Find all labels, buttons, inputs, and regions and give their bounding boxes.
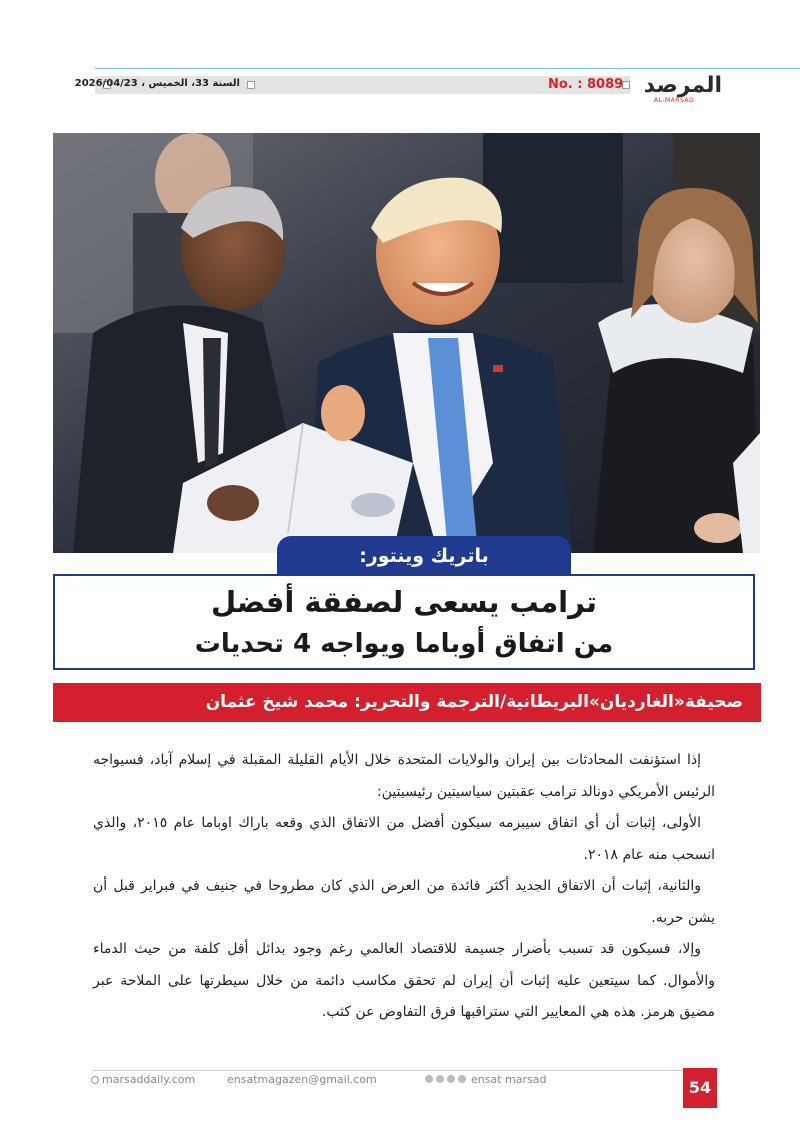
paragraph: إذا استؤنفت المحادثات بين إيران والولايات المتحدة خلال الأيام القليلة المقبلة في إسلام آباد، فسيواجه الرئيس الأمريكي دونالد ترامب عقبتين سياسيتين رئيسيتين: [93, 752, 715, 800]
logo-text: المرصد [643, 73, 722, 98]
youtube-icon[interactable] [458, 1075, 466, 1083]
photo-illustration [53, 133, 760, 553]
footer-email[interactable]: ensatmagazen@gmail.com [227, 1073, 377, 1086]
footer-rule [92, 1070, 682, 1071]
facebook-icon[interactable] [425, 1075, 433, 1083]
square-bullet-icon [247, 81, 255, 89]
paragraph: الأولى، إثبات أن أي اتفاق سيبرمه سيكون أفضل من الاتفاق الذي وقعه باراك اوباما عام ٢٠١٥، والذي انسحب منه عام ٢٠١٨. [93, 815, 715, 863]
article-photo [53, 133, 760, 553]
instagram-icon[interactable] [447, 1075, 455, 1083]
headline-box [53, 574, 755, 670]
paragraph: والثانية، إثبات أن الاتفاق الجديد أكثر فائدة من العرض الذي كان مطروحا في جنيف في فبراير قبل أن يشن حربه. [93, 878, 715, 926]
globe-icon [91, 1076, 99, 1084]
article-body [93, 745, 715, 1029]
footer-social-handle: ensat marsad [471, 1073, 547, 1086]
date-line: السنة 33، الخميس ، 2026/04/23 [74, 78, 240, 89]
footer-website[interactable]: marsaddaily.com [102, 1073, 196, 1086]
headline-line-1: ترامب يسعى لصفقة أفضل [210, 585, 598, 619]
top-rule [95, 68, 800, 69]
page-number: 54 [683, 1068, 717, 1108]
issue-number: No. : 8089 [548, 77, 624, 92]
logo-subtext: AL-MARSAD [654, 97, 695, 104]
square-bullet-icon [622, 81, 630, 89]
byline-banner: صحيفة«الغارديان»البريطانية/الترجمة والتحرير: محمد شيخ عثمان [53, 683, 761, 722]
logo [642, 74, 722, 104]
headline-kicker: باتريك وينتور: [277, 536, 571, 576]
headline-line-2: من اتفاق أوباما ويواجه 4 تحديات [194, 629, 614, 659]
twitter-icon[interactable] [436, 1075, 444, 1083]
paragraph: وإلا، فسيكون قد تسبب بأضرار جسيمة للاقتصاد العالمي رغم وجود بدائل أقل كلفة من حيث الدماء والأموال. كما سيتعين عليه إثبات أن إيران لم تحقق مكاسب دائمة من خلال سيطرتها على الملاحة عبر مضيق هرمز. هذه هي المعايير التي ستراقبها فرق التفاوض عن كثب. [93, 941, 715, 1020]
